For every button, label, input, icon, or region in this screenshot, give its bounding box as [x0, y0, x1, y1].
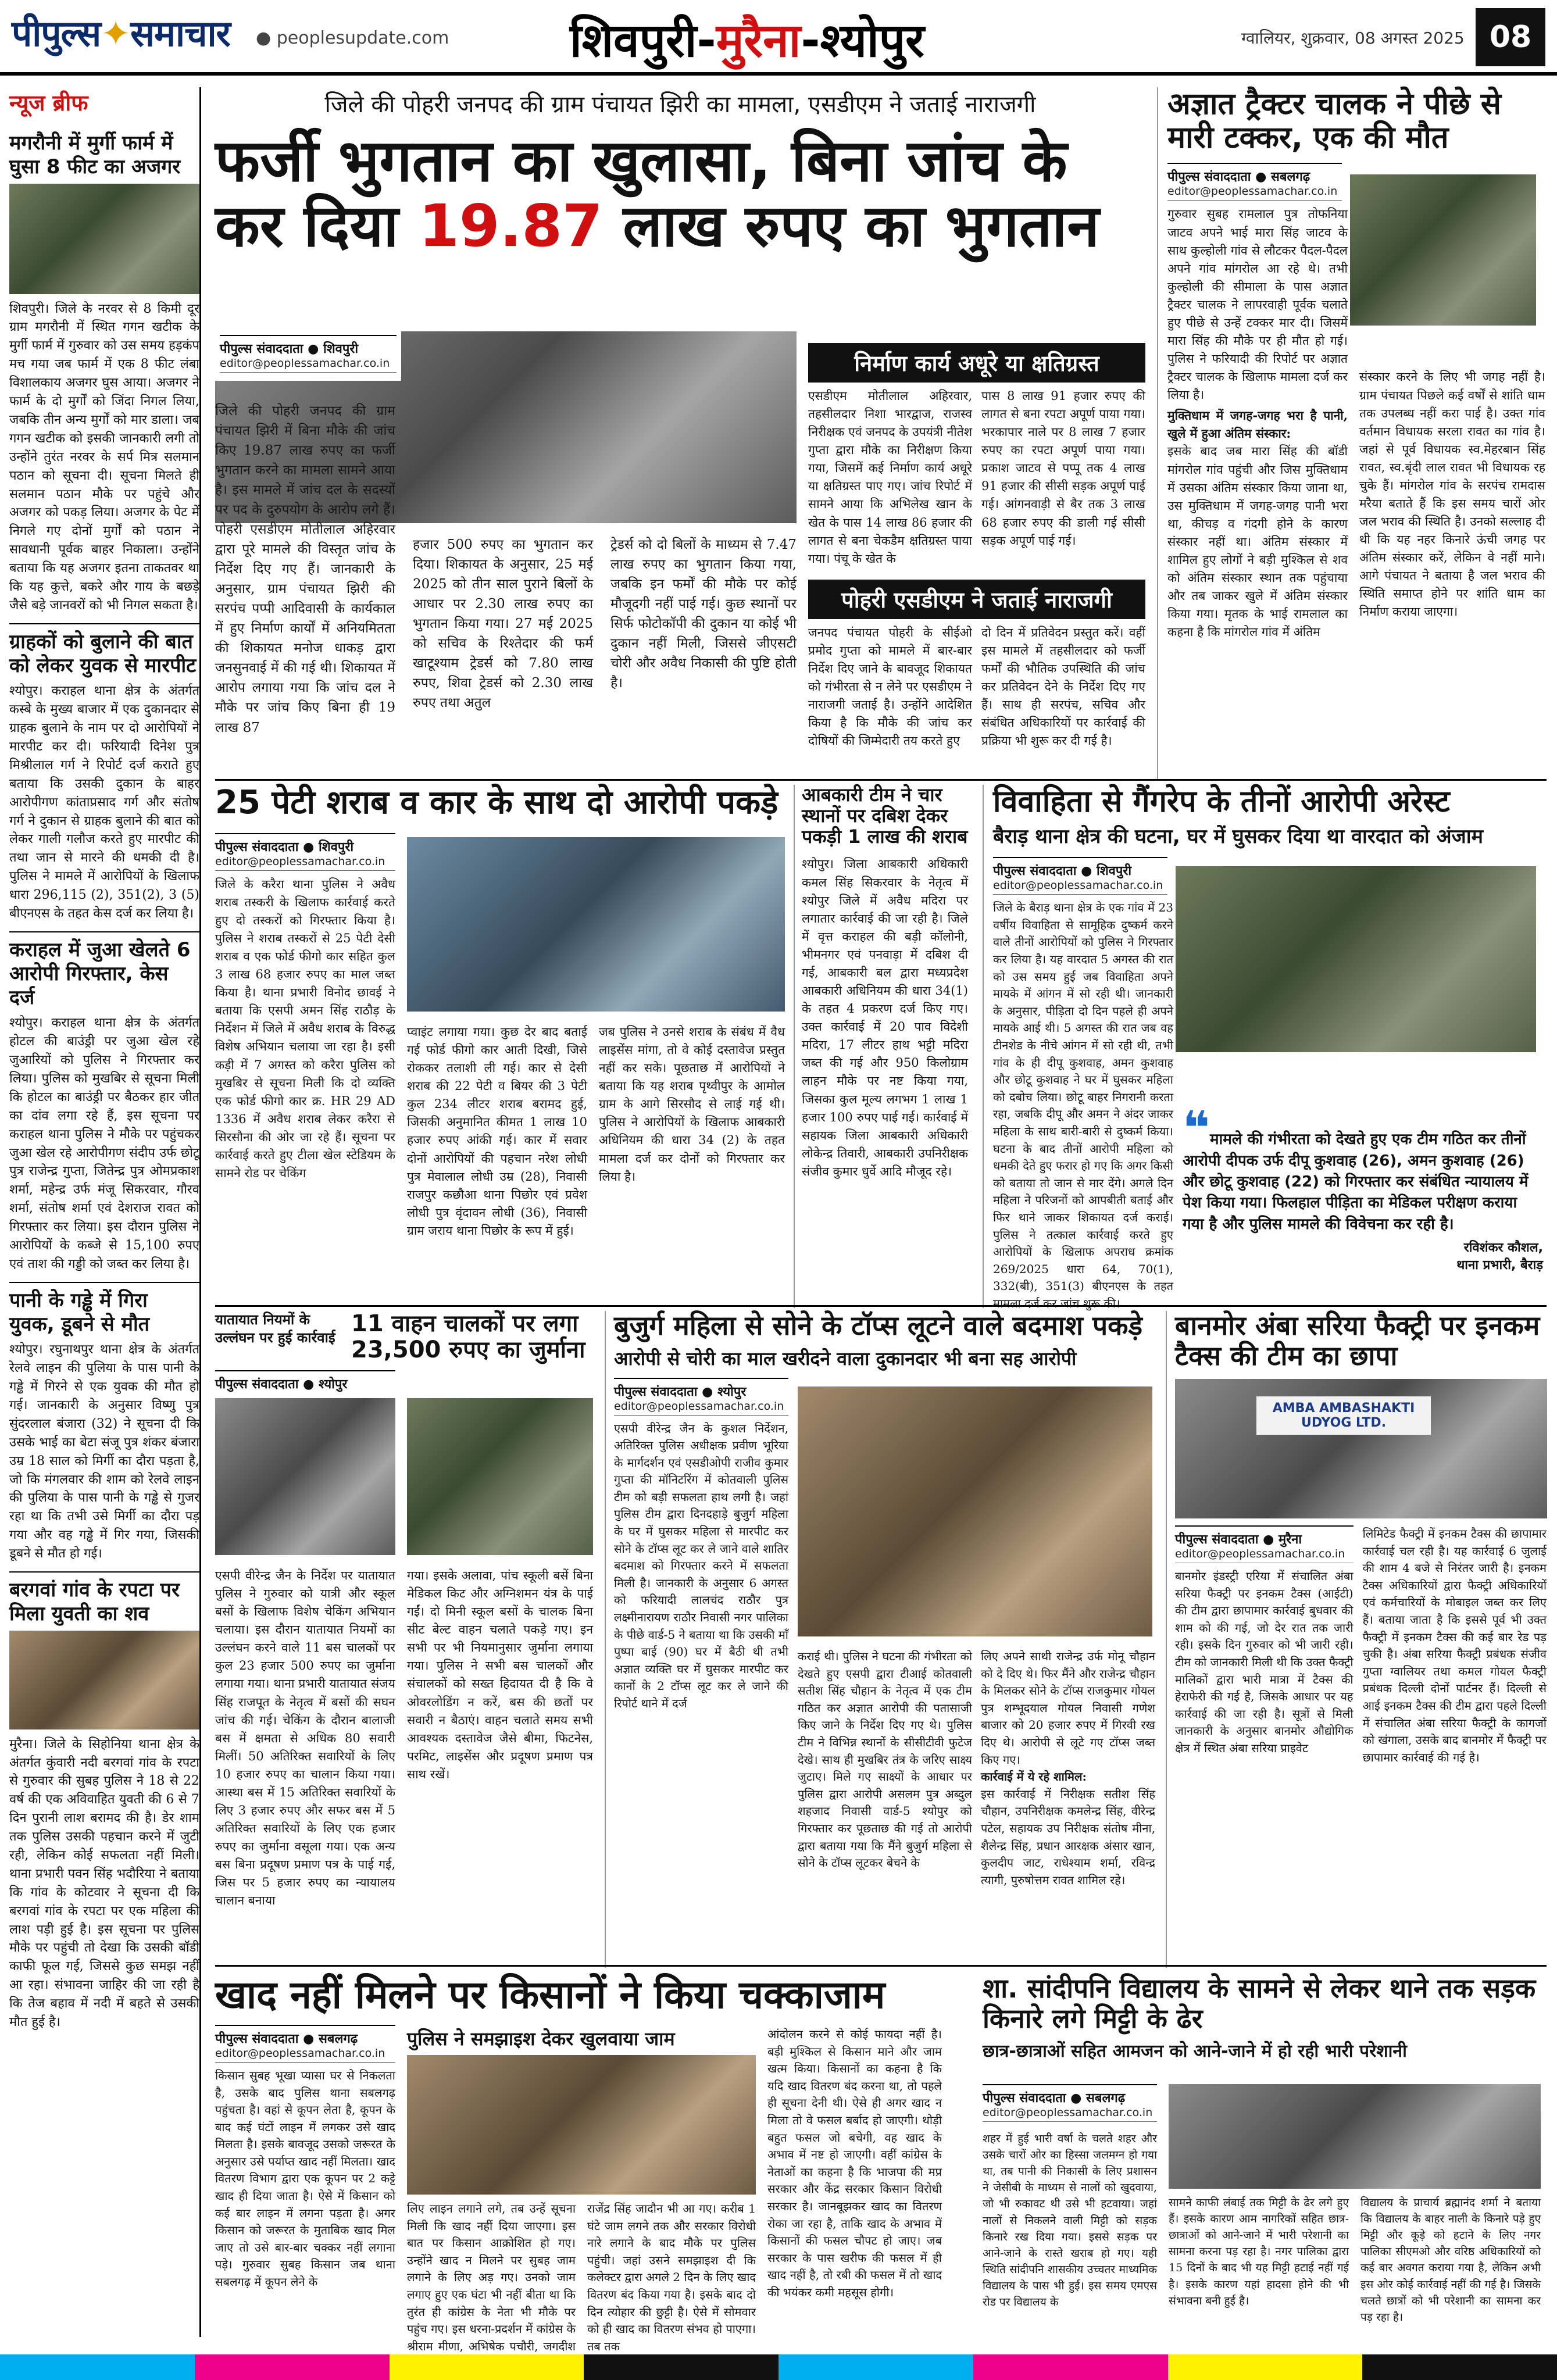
- amba-byline: पीपुल्स संवाददाता ● मुरैना: [1175, 1525, 1354, 1548]
- gold-story: [605, 1311, 1157, 1968]
- tractor-email[interactable]: editor@peoplessamachar.co.in: [1167, 185, 1342, 201]
- lead-headline: फर्जी भुगतान का खुलासा, बिना जांच के कर दिया 19.87 लाख रुपए का भुगतान: [215, 127, 1099, 260]
- sidebox-col-1: एसडीएम मोतीलाल अहिरवार, तहसीलदार निशा भारद्वाज, राजस्व निरीक्षक एवं जनपद के उपयंत्री नीतेश गुप्ता द्वारा मौके का निरीक्षण किया गया, जिसमें कई निर्माण कार्य अधूरे या क्षतिग्रस्त पाए गए। जांच रिपोर्ट में सामने आया कि अभिलेख खान के खेत के पास 14 लाख 86 हजार की लागत से बना चेकडैम क्षतिग्रस्त पाया गया। पंचू के खेत के: [808, 389, 972, 566]
- brief-body: मुरैना। जिले के सिहोनिया थाना क्षेत्र के अंतर्गत कुंवारी नदी बरगवां गांव के रपटा से गुरुवार की सुबह पुलिस ने 18 से 22 वर्ष की एक अविवाहित युवती की 6 से 7 दिन पुरानी लाश बरामद की है। डेर शाम तक पुलिस उसकी पहचान करने में जुटी रही, लेकिन कोई सफलता नहीं मिली। थाना प्रभारी पवन सिंह भदौरिया ने बताया कि गांव के कोटवार ने सूचना दी कि बरगवां गांव के रपटा पर एक महिला की लाश पड़ी हुई है। इस सूचना पर पुलिस मौके पर पहुंची तो देखा कि उसकी बॉडी काफी फूल गई, जिससे कुछ समझ नहीं आ रहा। संभावना जाहिर की जा रही है कि तेज बहाव में नदी में बहते से उसकी मौत हुई है।: [9, 1736, 199, 2029]
- sdm-col-2: दो दिन में प्रतिवेदन प्रस्तुत करें। वहीं इस मामले में तहसीलदार को फर्जी फर्मों की भौतिक उपस्थिति की जांच कर प्रतिवेदन देने के निर्देश दिए गए हैं। साथ ही सरपंच, सचिव और संबंधित अधिकारियों पर कार्रवाई की प्रक्रिया भी शुरू कर दी गई है।: [981, 625, 1145, 748]
- masthead: [0, 0, 1557, 76]
- dateline: ग्वालियर, शुक्रवार, 08 अगस्त 2025: [1241, 28, 1465, 48]
- gangrape-quote-box: [1183, 1101, 1543, 1283]
- brief-headline: बरगवां गांव के रपटा पर मिला युवती का शव: [9, 1571, 199, 1626]
- gold-col-3: लिए अपने साथी राजेन्द्र उर्फ मोनू चौहान को दे दिए थे। फिर मैंने और राजेन्द्र चौहान के मिलकर सोने के टॉप्स राजकुमार गोयल पुत्र शम्भूदयाल गोयल निवासी गणेश बाजार को 20 हजार रुपए में गिरवी रख दिए थे। आरोपी से लूटे गए टॉप्स जब्त किए गए।: [981, 1649, 1155, 1767]
- gangrape-quote: ❝मामले की गंभीरता को देखते हुए एक टीम गठित कर तीनों आरोपी दीपक उर्फ दीपू कुशवाह (26), अमन कुशवाह (26) और छोटू कुशवाह (22) को गिरफ्तार कर संबंधित न्यायालय में पेश किया गया। फिलहाल पीड़िता का मेडिकल परीक्षण कराया गया है और पुलिस मामले की विवेचना कर रही है।: [1183, 1101, 1529, 1233]
- python-photo: [9, 184, 199, 294]
- amba-story: [1166, 1311, 1547, 1968]
- brief-item: [9, 931, 199, 1274]
- brief-headline: मगरौनी में मुर्गी फार्म में घुसा 8 फीट का अजगर: [9, 131, 181, 178]
- tractor-story: [1157, 87, 1547, 779]
- farmers-col-4: आंदोलन करने से कोई फायदा नहीं है। बड़ी मुश्किल से किसान माने और जाम खत्म किया। किसानों का कहना है कि यदि खाद वितरण बंद करना था, तो पहले ही सूचना देनी थी। ऐसे ही अगर खाद न मिला तो वे फसल बर्बाद हो जाएगी। थोड़ी बहुत फसल जो बचेगी, वह खाद के अभाव में नष्ट हो जाएगी। वहीं कांग्रेस के नेताओं का कहना है कि भाजपा की मप्र सरकार और केंद्र सरकार किसान विरोधी सरकार है। जानबूझकर खाद का वितरण रोका जा रहा है, ताकि खाद के अभाव में किसानों की फसल चौपट हो जाए। जब सरकार के पास खरीफ की फसल में ही खाद नहीं है, तो रबी की फसल में तो खाद की भयंकर कमी महसूस होगी।: [767, 2027, 942, 2299]
- gold-subhead: आरोपी से चोरी का माल खरीदने वाला दुकानदार भी बना सह आरोपी: [614, 1347, 1077, 1370]
- lead-email[interactable]: editor@peoplessamachar.co.in: [220, 357, 397, 373]
- liquor-story: [215, 785, 785, 1308]
- gold-email[interactable]: editor@peoplessamachar.co.in: [614, 1400, 788, 1416]
- gangrape-story: [983, 785, 1547, 1308]
- brief-headline: ग्राहकों को बुलाने की बात को लेकर युवक से मारपीट: [9, 623, 199, 678]
- farmers-col-1: किसान सुबह भूखा प्यासा घर से निकलता है, उसके बाद पुलिस थाना सबलगढ़ पहुंचता है। वहां से कूपन लेता है, कूपन के बाद कई घंटों लाइन में लगकर उसे खाद मिलता है। इसके बावजूद उसको जरूरत के अनुसार उसे पर्याप्त खाद नहीं मिलता। खाद वितरण विभाग द्वारा एक कूपन पर 2 कट्टे खाद ही दिया जाता है। ऐसे में किसान को कई बार लाइन में लगना पड़ता है। अगर किसान को जरूरत के मुताबिक खाद मिल जाए तो उसे बार-बार चक्कर नहीं लगाना पड़े। गुरुवार सुबह किसान जब थाना सबलगढ़ में कूपन लेने के: [215, 2068, 395, 2289]
- amba-factory-sign: AMBA AMBASHAKTI UDYOG LTD.: [1256, 1396, 1431, 1435]
- tractor-subhead: मुक्तिधाम में जगह-जगह भरा है पानी, खुले में हुआ अंतिम संस्कार:: [1167, 408, 1348, 441]
- gangrape-photo: [1176, 866, 1536, 1052]
- news-brief-tag: न्यूज ब्रीफ: [9, 90, 88, 116]
- news-brief-sidebar: [9, 87, 201, 2337]
- brief-item: [9, 1282, 199, 1563]
- sidebox-damaged-works: [808, 343, 1145, 750]
- amba-photo: [1175, 1379, 1547, 1518]
- traffic-col-2: गया। इसके अलावा, पांच स्कूली बसें बिना मेडिकल किट और अग्निशमन यंत्र के पाई गईं। दो मिनी स्कूल बसों के चालक बिना सीट बेल्ट वाहन चलाते पकड़े गए। इन सभी पर भी नियमानुसार जुर्माना लगाया गया। पुलिस ने सभी बस चालकों और संचालकों को सख्त हिदायत दी है कि वे ओवरलोडिंग न करें, बस की छतों पर सवारी न बैठाएं। वाहन चलाते समय सभी आवश्यक दस्तावेज जैसे बीमा, फिटनेस, परमिट, लाइसेंस और प्रदूषण प्रमाण पत्र साथ रखें।: [407, 1568, 593, 1781]
- gangrape-email[interactable]: editor@peoplessamachar.co.in: [993, 879, 1167, 895]
- farmers-headline: खाद नहीं मिलने पर किसानों ने किया चक्काजाम: [215, 1972, 885, 2017]
- sidebox-head: निर्माण कार्य अधूरे या क्षतिग्रस्त: [808, 343, 1145, 383]
- amba-col-1: बानमोर इंडस्ट्री एरिया में संचालित अंबा सरिया फैक्ट्री पर इनकम टैक्स (आईटी) की टीम द्वारा छापामार कार्रवाई बुधवार की शाम को की गई, जो देर रात तक जारी रही। इसके दिन गुरुवार को भी जारी रही। टीम को जानकारी मिली थी कि उक्त फैक्ट्री मालिकों द्वारा भारी मात्रा में टैक्स की हेराफेरी की गई है, जिसके आधार पर यह कार्रवाई की जा रही है। सूत्रों से मिली जानकारी के अनुसार बानमोर औद्योगिक क्षेत्र में स्थित अंबा सरिया प्राइवेट: [1175, 1569, 1354, 1755]
- gold-col-3-block: [981, 1648, 1155, 1889]
- gangrape-byline: पीपुल्स संवाददाता ● शिवपुरी: [993, 857, 1167, 879]
- school-story: [744, 1974, 1547, 2352]
- liquor-headline: 25 पेटी शराब व कार के साथ दो आरोपी पकड़े: [215, 784, 779, 821]
- sdm-head: पोहरी एसडीएम ने जताई नाराजगी: [808, 580, 1145, 619]
- gold-byline: पीपुल्स संवाददाता ● श्योपुर: [614, 1378, 788, 1400]
- brief-item: [9, 131, 199, 615]
- brief-body: श्योपुर। रघुनाथपुर थाना क्षेत्र के अंतर्गत रेलवे लाइन की पुलिया के पास पानी के गड्ढे में गिरने से एक युवक की मौत हो गई। जानकारी के अनुसार विष्णु पुत्र सुंदरलाल बंजारा (32) ने सूचना दी कि उसके भाई का बेटा संजू पुत्र शंकर बंजारा उम्र 18 साल को मिर्गी का दौरा पड़ता है, जो कि मंगलवार की शाम को रेलवे लाइन की पुलिया के पास पानी के गड्ढे से गुजर रहा था कि तभी उसे मिर्गी का दौरा पड़ गया और वह गड्ढे में गिर गया, जिसकी डूबने से मौत हो गई।: [9, 1342, 199, 1561]
- river-photo: [9, 1631, 199, 1729]
- quote-name: रविशंकर कौशल,: [1463, 1241, 1543, 1256]
- farmers-byline: पीपुल्स संवाददाता ● सबलगढ़: [215, 2025, 395, 2047]
- farmers-subhead: पुलिस ने समझाइश देकर खुलवाया जाम: [407, 2028, 675, 2050]
- school-subhead: छात्र-छात्राओं सहित आमजन को आने-जाने में हो रही भारी परेशानी: [983, 2041, 1407, 2062]
- farmers-email[interactable]: editor@peoplessamachar.co.in: [215, 2047, 395, 2063]
- traffic-photo-bus: [215, 1398, 395, 1555]
- section-rule: [215, 1305, 1547, 1307]
- excise-story: [794, 785, 968, 1308]
- school-col-3: विद्यालय के प्राचार्य ब्रह्मानंद शर्मा ने बताया कि विद्यालय के बाहर नाली के किनारे पड़े हुए मिट्टी और कूड़े को हटाने के लिए नगर पालिका सीएमओ और वरिष्ठ अधिकारियों को कई बार अवगत कराया गया है, लेकिन अभी इस ओर कोई कार्रवाई नहीं की गई है। जिसके चलते छात्रों को भी परेशानी का सामना कर पड़ रहा है।: [1360, 2196, 1541, 2324]
- lead-story: [215, 87, 1145, 779]
- gold-photo: [798, 1386, 1152, 1636]
- amba-headline: बानमोर अंबा सरिया फैक्ट्री पर इनकम टैक्स की टीम का छापा: [1175, 1310, 1540, 1371]
- gold-col-1: एसपी वीरेन्द्र जैन के कुशल निर्देशन, अतिरिक्त पुलिस अधीक्षक प्रवीण भूरिया के मार्गदर्शन एवं एसडीओपी राजीव कुमार गुप्ता की मॉनिटरिंग में कोतवाली पुलिस टीम को बड़ी सफलता हाथ लगी है। जहां पुलिस टीम द्वारा दिनदहाड़े बुजुर्ग महिला के घर में घुसकर महिला से मारपीट कर सोने के टॉप्स लूट कर ले जाने वाले शातिर बदमाश को गिरफ्तार करने में सफलता मिली है। जानकारी के अनुसार 6 अगस्त को फरियादी लालचंद राठौर पुत्र लक्ष्मीनारायण राठौर निवासी नगर पालिका के पीछे वार्ड-5 ने बताया था कि उसकी माँ पुष्पा बाई (90) घर में बैठी थी तभी अज्ञात व्यक्ति घर में घुसकर मारपीट कर कानों के 2 टॉप्स लूट कर ले जाने की रिपोर्ट थाने में दर्ज: [614, 1421, 788, 1711]
- brief-item: [9, 623, 199, 923]
- lead-byline: पीपुल्स संवाददाता ● शिवपुरी: [220, 335, 397, 357]
- liquor-byline: पीपुल्स संवाददाता ● शिवपुरी: [215, 833, 395, 855]
- lead-col-1: जिले की पोहरी जनपद की ग्राम पंचायत झिरी में बिना मौके की जांच किए 19.87 लाख रुपए का फर्जी भुगतान करने का मामला सामने आया है। इस मामले में जांच दल के सदस्यों पर पद के दुरुपयोग के आरोप लगे हैं। पोहरी एसडीएम मोतीलाल अहिरवार द्वारा पूरे मामले की विस्तृत जांच के निर्देश दिए गए हैं। जानकारी के अनुसार, ग्राम पंचायत झिरी की सरपंच पप्पी आदिवासी के कार्यकाल में हुए निर्माण कार्यों में अनियमितता की शिकायत मनोज धाकड़ द्वारा जनसुनवाई में की गई थी। शिकायत में आरोप लगाया गया कि जांच दल ने मौके पर जांच किए बिना ही 19 लाख 87: [215, 403, 395, 735]
- amba-col-2: लिमिटेड फैक्ट्री में इनकम टैक्स की छापामार कार्रवाई चल रही है। यह कार्रवाई 6 जुलाई की शाम 4 बजे से निरंतर जारी है। इनकम टैक्स अधिकारियों द्वारा फैक्ट्री अधिकारियों एवं कर्मचारियों के मोबाइल जब्त कर लिए हैं। बताया जाता है कि इससे पूर्व भी उक्त फैक्ट्री में इनकम टैक्स की कई बार रेड पड़ चुकी है। अंबा सरिया फैक्ट्री प्रबंधक संजीव गुप्ता ग्वालियर तथा कमल गोयल फैक्ट्री प्रबंधक दिल्ली दोनों पार्टनर हैं। दिल्ली से आई इनकम टैक्स की टीम द्वारा पहले दिल्ली में संचालित अंबा सरिया फैक्ट्री के कागजों को खंगाला, उसके बाद बानमोर में फैक्ट्री पर छापामार कार्रवाई की गई है।: [1362, 1527, 1547, 1764]
- gold-headline: बुजुर्ग महिला से सोने के टॉप्स लूटने वाले बदमाश पकड़े: [614, 1310, 1143, 1341]
- section-rule: [215, 1965, 1547, 1967]
- traffic-byline: पीपुल्स संवाददाता ● श्योपुर: [215, 1370, 395, 1392]
- lead-col-2: हजार 500 रुपए का भुगतान कर दिया। शिकायत के अनुसार, 25 मई 2025 को तीन साल पुराने बिलों के आधार पर 2.30 लाख रुपए का भुगतान किया गया। 27 मई 2025 को सचिव के रिश्तेदार की फर्म खाटूश्याम ट्रेडर्स को 7.80 लाख रुपए, शिवा ट्रेडर्स को 2.30 लाख रुपए तथा अतुल: [413, 537, 593, 711]
- gangrape-headline: विवाहिता से गैंगरेप के तीनों आरोपी अरेस्ट: [993, 784, 1450, 819]
- brief-headline: कराहल में जुआ खेलते 6 आरोपी गिरफ्तार, केस दर्ज: [9, 931, 199, 1009]
- amba-email[interactable]: editor@peoplessamachar.co.in: [1175, 1548, 1354, 1563]
- liquor-email[interactable]: editor@peoplessamachar.co.in: [215, 855, 395, 871]
- school-email[interactable]: editor@peoplessamachar.co.in: [983, 2106, 1157, 2122]
- lead-kicker: जिले की पोहरी जनपद की ग्राम पंचायत झिरी का मामला, एसडीएम ने जताई नाराजगी: [324, 91, 1036, 118]
- traffic-col-1: एसपी वीरेन्द्र जैन के निर्देश पर यातायात पुलिस ने गुरुवार को यात्री और स्कूल बसों के खिलाफ विशेष चेकिंग अभियान चलाया। इस दौरान यातायात नियमों का उल्लंघन करने वाले 11 बस चालकों पर कुल 23 हजार 500 रुपए का जुर्माना लगाया गया। थाना प्रभारी यातायात संजय सिंह राजपूत के नेतृत्व में बसों की सघन जांच की गई। चेकिंग के दौरान बालाजी बस में क्षमता से अधिक 80 सवारी मिलीं। 50 अतिरिक्त सवारियों के लिए 10 हजार रुपए का चालान किया गया। आस्था बस में 15 अतिरिक्त सवारियों के लिए 3 हजार रुपए और सफर बस में 5 अतिरिक्त सवारियों के लिए एक हजार रुपए का जुर्माना वसूला गया। एक अन्य बस बिना प्रदूषण प्रमाण पत्र के पाई गई, जिस पर 5 हजार रुपए का न्यायालय चालान बनाया: [215, 1568, 395, 1908]
- tractor-headline: अज्ञात ट्रैक्टर चालक ने पीछे से मारी टक्कर, एक की मौत: [1167, 87, 1501, 156]
- brief-headline: पानी के गड्ढे में गिरा युवक, डूबने से मौत: [9, 1282, 199, 1336]
- sdm-col-1: जनपद पंचायत पोहरी के सीईओ प्रमोद गुप्ता को मामले में बार-बार निर्देश दिए जाने के बावजूद शिकायत को गंभीरता से न लेने पर एसडीएम ने नाराजगी जताई है। उन्होंने आदेशित किया है कि मौके की जांच कर दोषियों की जिम्मेदारी तय करते हुए: [808, 625, 972, 748]
- sidebox-col-2: पास 8 लाख 91 हजार रुपए की लागत से बना रपटा अपूर्ण पाया गया। भरकापार नाले पर 8 लाख 7 हजार रुपए का रपटा अपूर्ण पाया गया। प्रकाश जाटव से पप्पू तक 4 लाख 91 हजार की सीसी सड़क अपूर्ण पाई गई। आंगनवाड़ी से बैर तक 3 लाख 68 हजार रुपए की डाली गई सीसी सड़क अपूर्ण पाई गई।: [981, 389, 1145, 548]
- brief-body: शिवपुरी। जिले के नरवर से 8 किमी दूर ग्राम मगरौनी में स्थित गगन खटीक के मुर्गी फार्म में गुरुवार को उस समय हड़कंप मच गया जब फार्म में एक 8 फीट लंबा विशालकाय अजगर घुस आया। अजगर ने फार्म के दो मुर्गों को जिंदा निगल लिया, जबकि तीन अन्य मुर्गों को मार डाला। जब गगन खटीक को इसकी जानकारी लगी तो उन्होंने तुरंत नरवर के सर्प मित्र सलमान पठान को सूचना दी। सूचना मिलते ही सलमान पठान मौके पर पहुंचे और अजगर को पकड़ लिया। अजगर के पेट में निगले गए दोनों मुर्गों को पठान ने सावधानी पूर्वक बाहर निकाला। उन्होंने बताया कि यह अजगर इतना ताकतवर था कि यह कुत्ते, बकरे और गाय के बछड़े जैसे बड़े जानवरों को भी निगल सकता है।: [9, 301, 199, 613]
- liquor-photo: [407, 837, 785, 1012]
- school-byline-block: [983, 2084, 1157, 2127]
- traffic-kicker: यातायात नियमों के उल्लंघन पर हुई कार्रवाई: [215, 1311, 335, 1346]
- farmers-col-3: राजेंद्र सिंह जादौन भी आ गए। करीब 1 घंटे जाम लगने तक और सरकार विरोधी नारे लगाने के बाद मौके पर पुलिस पहुंची। जहां उसने समझाइश दी कि कलेक्टर द्वारा अगले 2 दिन के लिए खाद वितरण बंद किया गया है। इसके बाद दो दिन त्योहार की छुट्टी है। ऐसे में सोमवार को ही खाद का वितरण संभव हो पाएगा। तब तक: [587, 2202, 756, 2353]
- brand-logo: पीपुल्स✦समाचार: [12, 12, 230, 55]
- quote-designation: थाना प्रभारी, बैराड़: [1456, 1258, 1543, 1273]
- tractor-col-1b: इसके बाद जब मारा सिंह की बॉडी मांगरोल गांव पहुंची और जिस मुक्तिधाम में उसका अंतिम संस्कार किया जाना था, उस मुक्तिधाम में जगह-जगह पानी भरा था, कीचड़ व गंदगी होने के कारण संस्कार नहीं था। अंतिम संस्कार में शामिल हुए लोगों ने बड़ी मुश्किल से शव को अंतिम संस्कार स्थान तक पहुंचाया और तब जाकर खुले में अंतिम संस्कार किया गया। मृतक के भाई रामलाल का कहना है कि मांगरोल गांव में अंतिम: [1167, 444, 1348, 639]
- section-rule: [215, 779, 1547, 781]
- tractor-photo: [1350, 174, 1536, 326]
- edition-title: शिवपुरी-मुरैना-श्योपुर: [570, 13, 924, 67]
- brief-body: श्योपुर। कराहल थाना क्षेत्र के अंतर्गत होटल की बाउंड्री पर जुआ खेल रहे जुआरियों को पुलिस ने गिरफ्तार कर लिया। पुलिस को मुखबिर से सूचना मिली कि होटल का बाउंड्री पर बैठकर हार जीत का दांव लगा रहे हैं, इस सूचना पर कराहल थाना पुलिस ने मौके पर पहुंचकर जुआ खेल रहे आरोपीगण संदीप उर्फ छोटू पुत्र राजेन्द्र गुप्ता, जितेन्द्र पुत्र ओमप्रकाश शर्मा, महेन्द्र उर्फ मंजू सिकरवार, गौरव शर्मा, संतोष शर्मा एवं देशराज रावत को गिरफ्तार कर लिया। इस दौरान पुलिस ने आरोपियों के कब्जे से 15,100 रुपए एवं ताश की गड्डी को जब्त कर लिया है।: [9, 1016, 199, 1271]
- quote-mark-icon: ❝: [1183, 1101, 1210, 1156]
- gold-col-2: कराई थी। पुलिस ने घटना की गंभीरता को देखते हुए एसपी द्वारा टीआई कोतवाली सतीश सिंह चौहान के नेतृत्व में एक टीम गठित कर अज्ञात आरोपी की पतासाजी किए जाने के निर्देश दिए गए थे। पुलिस टीम ने विभिन्न स्थानों के सीसीटीवी फुटेज देखे। साथ ही मुखबिर तंत्र के जरिए साक्ष्य जुटाए। मिले गए साक्ष्यों के आधार पर पुलिस द्वारा आरोपी असलम पुत्र अब्दुल शहजाद निवासी वार्ड-5 श्योपुर को गिरफ्तार कर पूछताछ की गई तो आरोपी द्वारा बताया गया कि मैंने बुजुर्ग महिला से सोने के टॉप्स लूटकर बेचने के: [798, 1649, 972, 1870]
- liquor-col-3: जब पुलिस ने उनसे शराब के संबंध में वैध लाइसेंस मांगा, तो वे कोई दस्तावेज प्रस्तुत नहीं कर सके। पूछताछ में आरोपियों ने बताया कि यह शराब पृथ्वीपुर के आमोल ग्राम के आगे सिरसौद से लाई गई थी। पुलिस ने आरोपियों के खिलाफ आबकारी अधिनियम की धारा 34 (2) के तहत मामला दर्ज कर दोनों को गिरफ्तार कर लिया है।: [599, 1025, 785, 1184]
- tractor-byline: पीपुल्स संवाददाता ● सबलगढ़: [1167, 163, 1342, 185]
- brief-body: श्योपुर। कराहल थाना क्षेत्र के अंतर्गत कस्बे के मुख्य बाजार में एक दुकानदार से ग्राहक बुलाने के नाम पर दो आरोपियों ने मारपीट कर दी। फरियादी दिनेश पुत्र मिश्रीलाल गर्ग ने रिपोर्ट दर्ज कराते हुए बताया कि उसकी दुकान के बाहर आरोपीगण कांताप्रसाद गर्ग और संतोष गर्ग ने दुकान से ग्राहक बुलाने की बात को लेकर गाली गलौज करते हुए मारपीट की तथा जान से मारने की धमकी दी है। पुलिस ने मामले में आरोपियों के खिलाफ धारा 296,115 (2), 351(2), 3 (5) बीएनएस के तहत केस दर्ज कर लिया है।: [9, 684, 199, 921]
- farmers-photo: [407, 2055, 756, 2195]
- gangrape-subhead: बैराड़ थाना क्षेत्र की घटना, घर में घुसकर दिया था वारदात को अंजाम: [993, 825, 1483, 849]
- liquor-col-1: जिले के करैरा थाना पुलिस ने अवैध शराब तस्करी के खिलाफ कार्रवाई करते हुए दो तस्करों को गिरफ्तार किया है। पुलिस ने शराब तस्करों से 25 पेटी देसी शराब व एक फोर्ड फीगो कार सहित कुल 3 लाख 68 हजार रुपए का माल जब्त किया है। थाना प्रभारी विनोद छावई ने बताया कि एसपी अमन सिंह राठौड़ के निर्देशन में जिले में अवैध शराब के विरुद्ध विशेष अभियान चलाया जा रहा है। इसी कड़ी में 7 अगस्त को करैरा पुलिस को मुखबिर से सूचना मिली कि दो व्यक्ति एक फोर्ड फीगो कार क्र. HR 29 AD 1336 में अवैध शराब लेकर करैरा से सिरसौना की ओर जा रहे हैं। सूचना पर कार्रवाई करते हुए टीला खेल स्टेडियम के सामने रोड पर चेकिंग: [215, 877, 395, 1180]
- tractor-col-1: गुरुवार सुबह रामलाल पुत्र तोफनिया जाटव अपने भाई मारा सिंह जाटव के साथ कुल्होली गांव से लौटकर पैदल-पैदल अपने गांव मांगरोल आ रहे थे। तभी कुल्होली की सीमाला के पास अज्ञात ट्रैक्टर चालक ने लापरवाही पूर्वक चलाते हुए पीछे से उन्हें टक्कर मार दी। जिसमें मारा सिंह की मौके पर ही मौत हो गई। पुलिस ने फरियादी की रिपोर्ट पर अज्ञात ट्रैक्टर चालक के खिलाफ मामला दर्ज कर लिया है।: [1167, 207, 1348, 402]
- print-color-bar: [0, 2354, 1557, 2380]
- site-url[interactable]: ● peoplesupdate.com: [256, 28, 449, 48]
- liquor-col-2: प्वाइंट लगाया गया। कुछ देर बाद बताई गई फोर्ड फीगो कार आती दिखी, जिसे रोककर तलाशी ली गई। कार से देसी शराब की 22 पेटी व बियर की 3 पेटी कुल 234 लीटर शराब बरामद हुई, जिसकी अनुमानित कीमत 1 लाख 10 हजार रुपए आंकी गई। कार में सवार दोनों आरोपियों की पहचान नरेश लोधी पुत्र मेवालाल लोधी उम्र (28), निवासी राजपुर कछौआ थाना पिछोर एवं प्रवेश लोधी पुत्र वृंदावन लोधी (36), निवासी ग्राम जराय थाना पिछोर के रूप में हुई।: [407, 1025, 587, 1238]
- gold-col-3b: इस कार्रवाई में निरीक्षक सतीश सिंह चौहान, उपनिरीक्षक कमलेन्द्र सिंह, वीरेन्द्र पटेल, सहायक उप निरीक्षक संतोष मीना, शैलेन्द्र सिंह, प्रधान आरक्षक अंसार खान, कुलदीप जाट, राधेश्याम शर्मा, रविन्द्र त्यागी, पुरुषोत्तम रावत शामिल रहे।: [981, 1786, 1155, 1887]
- page-number: 08: [1476, 8, 1545, 66]
- gold-team-subhead: कार्रवाई में ये रहे शामिल:: [981, 1770, 1087, 1784]
- farmers-col-2: लिए लाइन लगाने लगे, तब उन्हें सूचना मिली कि खाद नहीं दिया जाएगा। इस बात पर किसान आक्रोशित हो गए। उन्होंने खाद न मिलने पर सुबह जाम लगाने के लिए अड़ गए। उनको जाम लगाए हुए एक घंटा भी नहीं बीता था कि तुरंत ही कांग्रेस के नेता भी मौके पर पहुंच गए। इस धरना-प्रदर्शन में कांग्रेस के श्रीराम मीणा, अभिषेक पचौरी, जगदीश: [407, 2202, 576, 2353]
- lead-col-3: ट्रेडर्स को दो बिलों के माध्यम से 7.47 लाख रुपए का भुगतान किया गया, जबकि इन फर्मों की मौके पर कोई मौजूदगी नहीं पाई गई। कुछ स्थानों पर सिर्फ फोटोकॉपी की दुकान या कोई भी दुकान नहीं मिली, जिससे जीएसटी चोरी और अवैध निकासी की पुष्टि होती है।: [610, 537, 797, 691]
- school-col-2: सामने काफी लंबाई तक मिट्टी के ढेर लगे हुए हैं। इसके कारण आम नागरिकों सहित छात्र-छात्राओं को आने-जाने में भारी परेशानी का सामना करना पड़ रहा है। नगर पालिका द्वारा 15 दिनों के बाद भी यह मिट्टी हटाई नहीं गई है। इसके कारण यहां हादसा होने की भी संभावना बनी हुई है।: [1169, 2196, 1349, 2307]
- excise-headline: आबकारी टीम ने चार स्थानों पर दबिश देकर पकड़ी 1 लाख की शराब: [802, 784, 968, 848]
- brief-item: [9, 1571, 199, 2032]
- lead-byline-block: [215, 331, 401, 381]
- traffic-photo-check: [407, 1398, 593, 1555]
- gangrape-body: जिले के बैराड़ थाना क्षेत्र के एक गांव में 23 वर्षीय विवाहिता से सामूहिक दुष्कर्म करने वाले तीनों आरोपियों को पुलिस ने गिरफ्तार कर लिया है। यह वारदात 5 अगस्त की रात को उस समय हुई जब विवाहिता अपने मायके में आंगन में सो रही थी। जानकारी के अनुसार, पीड़िता दो दिन पहले ही अपने मायके आई थी। 5 अगस्त की रात जब वह टीनशेड के नीचे आंगन में सो रही थी, तभी गांव के ही दीपू कुशवाह, अमन कुशवाह और छोटू कुशवाह ने घर में घुसकर महिला को दबोच लिया। छोटू बाहर निगरानी करता रहा, जबकि दीपू और अमन ने अंदर जाकर महिला के साथ बारी-बारी से दुष्कर्म किया। घटना के बाद तीनों आरोपी महिला को धमकी देते हुए फरार हो गए कि अगर किसी को बताया तो जान से मार देंगे। अगले दिन महिला ने परिजनों को आपबीती बताई और फिर थाने जाकर शिकायत दर्ज कराई। पुलिस ने तत्काल कार्रवाई करते हुए आरोपियों के खिलाफ अपराध क्रमांक 269/2025 धारा 64, 70(1), 332(बी), 351(3) बीएनएस के तहत मामला दर्ज कर जांच शुरू की।: [993, 900, 1173, 1310]
- school-col-1: शहर में हुई भारी वर्षा के चलते शहर और उसके चारों ओर का हिस्सा जलमग्न हो गया था, तब पानी की निकासी के लिए प्रशासन ने जेसीबी के माध्यम से नालों को खुदवाया, जो भी रुकावट थी उसे भी हटवाया। जहां नालों से निकलने वाली मिट्टी को सड़क किनारे रख दिया गया। इससे सड़क पर आने-जाने के रास्ते खराब हो गए। यही स्थिति सांदीपनि शासकीय उच्चतर माध्यमिक विद्यालय के पास भी हुई। इस समय एमएस रोड पर विद्यालय के: [983, 2132, 1157, 2309]
- school-headline: शा. सांदीपनि विद्यालय के सामने से लेकर थाने तक सड़क किनारे लगे मिट्टी के ढेर: [983, 1972, 1536, 2034]
- school-photo: [1169, 2084, 1541, 2189]
- tractor-col-2: संस्कार करने के लिए भी जगह नहीं है। ग्राम पंचायत पिछले कई वर्षों से शांति धाम तक उपलब्ध नहीं करा पाई है। उक्त गांव वर्तमान विधायक सरला रावत का गांव है। जहां से पूर्व विधायक स्व.मेहरबान सिंह रावत, स्व.बृंदी लाल रावत भी विधायक रह चुके हैं। मांगरोल गांव के सरपंच रामदास मरैया बताते हैं कि इस समय चारों ओर जल भराव की स्थिति है। उनको सल्लाह दी थी कि यह नहर किनारे ऊंची जगह पर अंतिम संस्कार करें, लेकिन वे नहीं माने। आगे पंचायत ने बताया है जल भराव की स्थिति समाप्त होने पर शांति धाम का निर्माण कराया जाएगा।: [1359, 370, 1545, 619]
- excise-body: श्योपुर। जिला आबकारी अधिकारी कमल सिंह सिकरवार के नेतृत्व में श्योपुर जिले में अवैध मदिरा पर लगातार कार्रवाई की जा रही है। जिले में वृत्त कराहल की बड़ी कॉलोनी, भीमनगर एवं पनवाड़ा में दबिश दी गई, आबकारी बल द्वारा मध्यप्रदेश आबकारी अधिनियम की धारा 34(1) के तहत 4 प्रकरण दर्ज किए गए। उक्त कार्रवाई में 20 पाव विदेशी मदिरा, 17 लीटर हाथ भट्टी मदिरा जब्त की गई और 950 किलोग्राम लाहन मौके पर नष्ट किया गया, जिसका कुल मूल्य लगभग 1 लाख 1 हजार 100 रुपए पाई गई। कार्रवाई में सहायक जिला आबकारी अधिकारी लोकेन्द्र तिवारी, आबकारी उपनिरीक्षक संजीव कुमार धुर्वे आदि मौजूद रहे।: [802, 857, 968, 1178]
- traffic-story: [215, 1311, 593, 1968]
- school-byline: पीपुल्स संवाददाता ● सबलगढ़: [983, 2084, 1157, 2106]
- traffic-headline: 11 वाहन चालकों पर लगा 23,500 रुपए का जुर्माना: [351, 1310, 585, 1363]
